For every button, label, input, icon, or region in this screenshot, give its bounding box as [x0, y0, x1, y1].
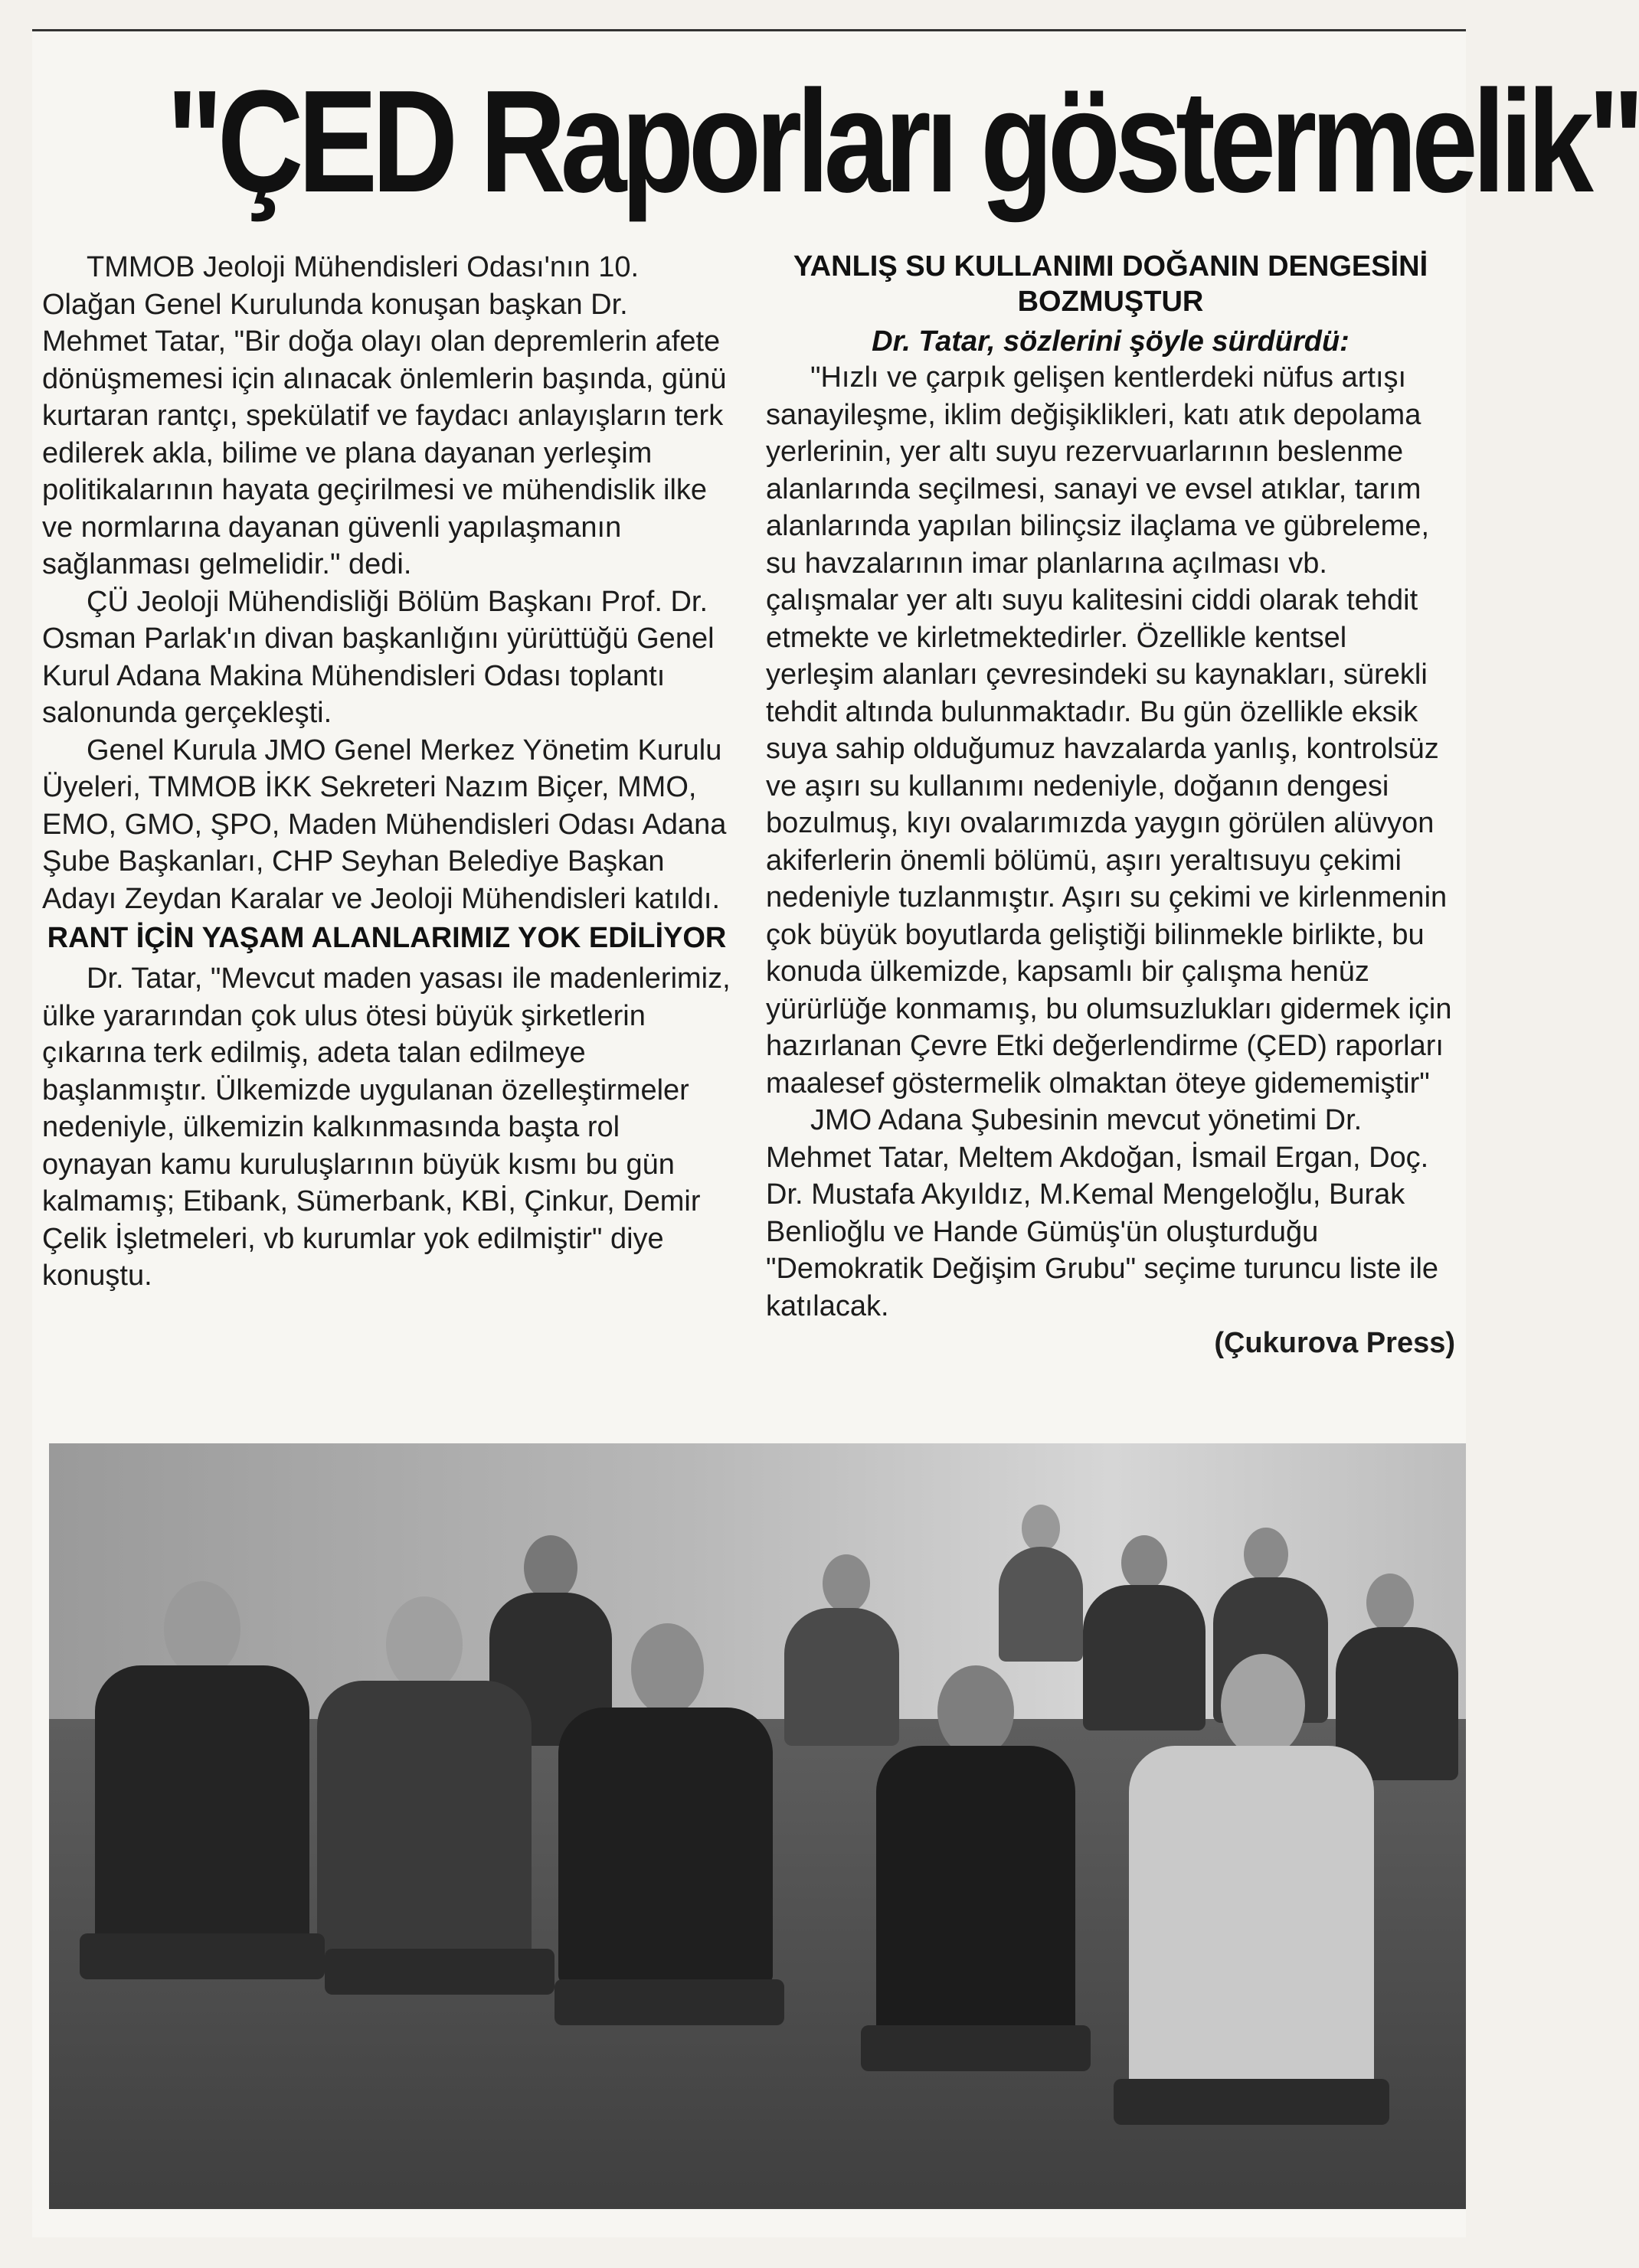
subheading: YANLIŞ SU KULLANIMI DOĞANIN DENGESİNİ BOZMUŞTUR [793, 250, 1428, 318]
chair [555, 1979, 784, 2025]
audience-body [1083, 1585, 1206, 1730]
paragraph: ÇÜ Jeoloji Mühendisliği Bölüm Başkanı Prof. Dr. Osman Parlak'ın divan başkanlığını yürüttüğü Genel Kurul Adana Makina Mühendisleri Odası toplantı salonunda gerçekleşti. [42, 585, 715, 729]
paragraph: "Hızlı ve çarpık gelişen kentlerdeki nüfus artışı sanayileşme, iklim değişiklikleri, katı atık depolama yerlerinin, yer altı suyu rezervuarlarının beslenme alanlarında seçilmesi, sanayi ve evsel atıklar, tarım alanlarında yapılan bilinçsiz ilaçlama ve gübreleme, su havzalarının imar planlarına açılması vb. çalışmalar yer altı suyu kalitesini ciddi olarak tehdit etmekte ve kirletmektedirler. Özellikle kentsel yerleşim alanları çevresindeki su kaynakları, sürekli tehdit altında bulunmaktadır. Bu gün özellikle eksik suya sahip olduğumuz havzalarda yanlış, kontrolsüz ve aşırı su kullanımı nedeniyle, doğanın dengesi bozulmuş, kıyı ovalarımızda yaygın görülen alüvyon akiferlerin önemli bölümü, aşırı yeraltısuyu çekimi nedeniyle tuzlanmıştır. Aşırı su çekimi ve kirlenmenin çok büyük boyutlarda geliştiği bilinmekle birlikte, bu konuda ülkemizde, kapsamlı bir çalışma henüz yürürlüğe konmamış, bu olumsuzlukları gidermek için hazırlanan Çevre Etki değerlendirme (ÇED) raporları maalesef göstermelik olmaktan öteye gidememiştir" [766, 361, 1452, 1100]
audience-head [823, 1554, 870, 1613]
audience-head [524, 1535, 577, 1600]
paragraph: Dr. Tatar, "Mevcut maden yasası ile madenlerimiz, ülke yararından çok ulus ötesi büyük şirketlerin çıkarına terk edilmiş, adeta talan edilmeye başlanmıştır. Ülkemizde uygulanan özelleştirmeler nedeniyle, ülkemizin kalkınmasında başta rol oynayan kamu kuruluşlarının büyük kısmı bu gün kalmamış; Etibank, Sümerbank, KBİ, Çinkur, Demir Çelik İşletmeleri, vb kurumlar yok edilmiştir" diye konuştu. [42, 962, 731, 1292]
chair [1114, 2079, 1389, 2125]
audience-body [784, 1608, 899, 1746]
top-rule [32, 29, 1466, 31]
paragraph: JMO Adana Şubesinin mevcut yönetimi Dr. Mehmet Tatar, Meltem Akdoğan, İsmail Ergan, Doç. Dr. Mustafa Akyıldız, M.Kemal Mengeloğlu, Burak Benlioğlu ve Hande Gümüş'ün oluşturduğu "Demokratik Değişim Grubu" seçime turuncu liste ile katılacak. [766, 1104, 1439, 1322]
chair [861, 2025, 1091, 2071]
chair [80, 1933, 325, 1979]
chair [325, 1949, 555, 1995]
front-row-body [876, 1746, 1075, 2037]
left-column [42, 249, 731, 1443]
front-row-body [95, 1665, 309, 1941]
audience-head [1121, 1535, 1167, 1590]
front-row-body [1129, 1746, 1374, 2098]
audience-head [1366, 1574, 1414, 1632]
audience-body [999, 1547, 1083, 1662]
front-row-head [386, 1596, 463, 1692]
audience-photo [49, 1443, 1466, 2209]
front-row-head [937, 1665, 1014, 1757]
headline: "ÇED Raporları göstermelik" [166, 60, 1639, 223]
front-row-head [164, 1581, 240, 1677]
front-row-body [317, 1681, 532, 1956]
front-row-head [631, 1623, 704, 1715]
subheading: RANT İÇİN YAŞAM ALANLARIMIZ YOK EDİLİYOR [47, 922, 727, 954]
right-column [766, 249, 1455, 1443]
front-row-head [1221, 1654, 1305, 1757]
front-row-body [558, 1708, 773, 1983]
audience-head [1022, 1505, 1060, 1552]
lead-line: Dr. Tatar, sözlerini şöyle sürdürdü: [872, 325, 1349, 358]
paragraph: TMMOB Jeoloji Mühendisleri Odası'nın 10. Olağan Genel Kurulunda konuşan başkan Dr. Mehmet Tatar, "Bir doğa olayı olan depremlerin afete dönüşmemesi için alınacak önlemlerin başında, günü kurtaran rantçı, spekülatif ve faydacı anlayışların terk edilerek akla, bilime ve plana dayanan yerleşim politikalarının hayata geçirilmesi ve mühendislik ilke ve normlarına dayanan güvenli yapılaşmanın sağlanması gelmelidir." dedi. [42, 251, 727, 580]
source-credit: (Çukurova Press) [1214, 1327, 1455, 1359]
paragraph: Genel Kurula JMO Genel Merkez Yönetim Kurulu Üyeleri, TMMOB İKK Sekreteri Nazım Biçer, MMO, EMO, GMO, ŞPO, Maden Mühendisleri Odası Adana Şube Başkanları, CHP Seyhan Belediye Başkan Adayı Zeydan Karalar ve Jeoloji Mühendisleri katıldı. [42, 734, 727, 915]
audience-head [1244, 1528, 1288, 1581]
